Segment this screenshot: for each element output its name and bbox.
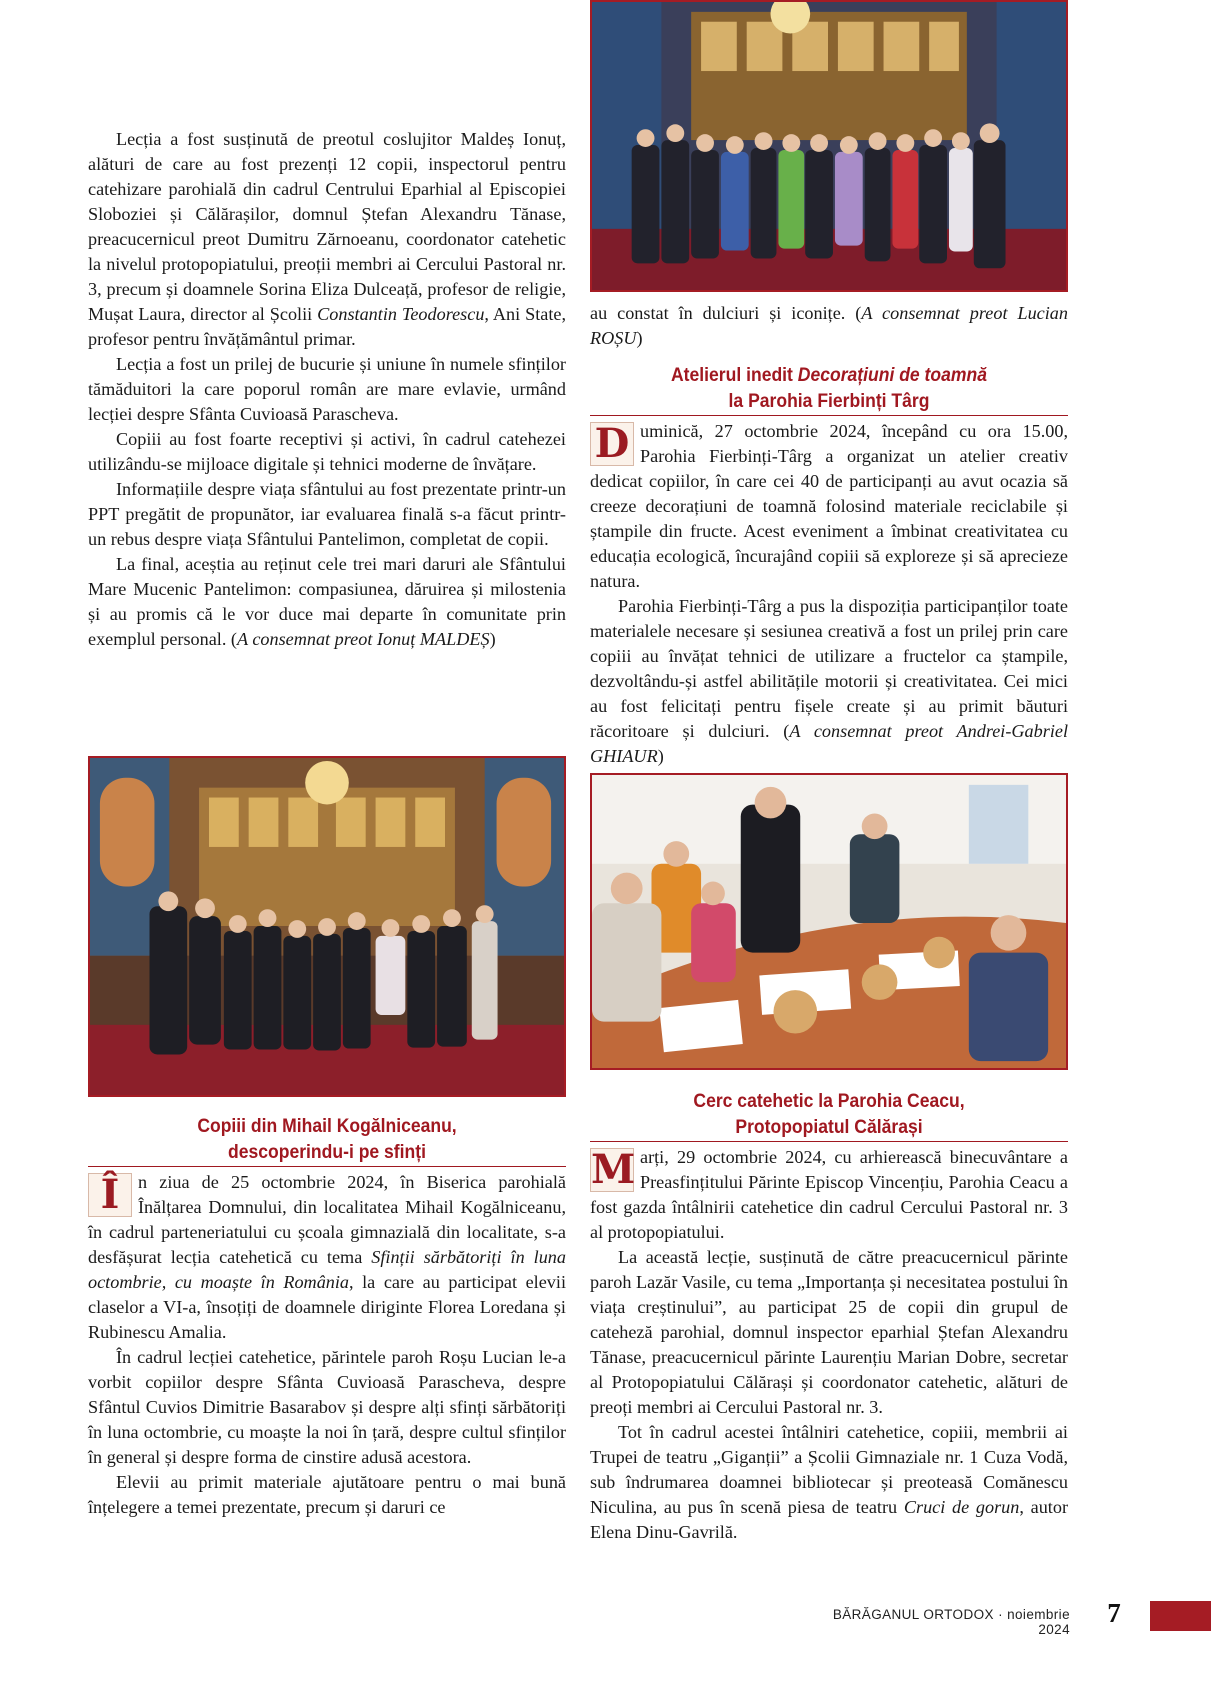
- paragraph: D uminică, 27 octombrie 2024, începând cu ora 15.00, Parohia Fierbinți-Târg a organizat un atelier creativ dedicat copiilor, în care cei 40 de participanți au avut ocazia să creeze decorațiuni de toamnă folosind materiale reciclabile și ștampile din fructe. Acest eveniment a îmbinat creativitatea cu educația ecologică, încurajând copiii să exploreze și să aprecieze natura.: [590, 420, 1068, 591]
- article-3-body: [590, 419, 1068, 769]
- headline-rule: [590, 415, 1068, 416]
- page-number: 7: [1107, 1598, 1121, 1628]
- paragraph: Lecția a fost susținută de preotul coslujitor Maldeș Ionuț, alături de care au fost prezenți 12 copii, inspectorul pentru catehizare parohială din cadrul Centrului Eparhial al Episcopiei Sloboziei și Călărașilor, domnul Ștefan Alexandru Tănase, preacucernicul preot Dumitru Zărnoeanu, coordonator catehetic la nivelul protopopiatului, preoții membri ai Cercului Pastoral nr. 3, precum și doamnele Sorina Eliza Dulceață, profesor de religie, Mușat Laura, director al Școlii Constantin Teodorescu, Ani State, profesor pentru învățământul primar.: [88, 129, 566, 349]
- article-1b-continuation: [590, 301, 1068, 351]
- paragraph: Copiii au fost foarte receptivi și activi, în cadrul catehezei utilizându-se mijloace digitale și tehnici moderne de învățare.: [88, 429, 566, 474]
- paragraph: La final, aceștia au reținut cele trei mari daruri ale Sfântului Mare Mucenic Pantelimon: compasiunea, dăruirea și milostenia și au promis că le vor duce mai departe în comunitate prin exemplul personal. (A consemnat preot Ionuț MALDEȘ): [88, 554, 566, 649]
- left-column: [88, 0, 566, 1600]
- paragraph: La această lecție, susținută de către preacucernicul părinte paroh Lazăr Vasile, cu tema „Importanța și necesitatea postului în viața creștinului”, au participat 25 de copii din grupul de cateheză parohial, domnul inspector eparhial Ștefan Alexandru Tănase, preacucernicul părinte Laurențiu Marian Dobre, secretar al Protopopiatului Călărași și coordonator catehetic, alături de preoți membri ai Cercului Pastoral nr. 3.: [590, 1247, 1068, 1417]
- article-4-title: Cerc catehetic la Parohia Ceacu, Protopopiatul Călărași: [693, 1090, 965, 1138]
- drop-cap: M: [591, 1146, 636, 1193]
- article-1-continuation: [88, 127, 566, 652]
- publication-footer: BĂRĂGANUL ORTODOX · noiembrie 2024: [832, 1607, 1070, 1637]
- article-2-body: [88, 1170, 566, 1520]
- paragraph: Elevii au primit materiale ajutătoare pentru o mai bună înțelegere a temei prezentate, precum și daruri ce: [88, 1472, 566, 1517]
- headline-rule: [590, 1141, 1068, 1142]
- paragraph: Tot în cadrul acestei întâlniri catehetice, copiii, membrii ai Trupei de teatru „Giganții” a Școlii Gimnaziale nr. 1 Cuza Vodă, sub îndrumarea doamnei bibliotecar și preoteasă Comănescu Niculina, au pus în scenă piesa de teatru Cruci de gorun, autor Elena Dinu-Gavrilă.: [590, 1422, 1068, 1542]
- paragraph: M arți, 29 octombrie 2024, cu arhierească binecuvântare a Preasfințitului Părinte Episcop Vincențiu, Parohia Ceacu a fost gazda întâlnirii catehetice din cadrul Cercului Pastoral nr. 3 al protopopiatului.: [590, 1146, 1068, 1242]
- paragraph: au constat în dulciuri și iconițe. (A consemnat preot Lucian ROȘU): [590, 303, 1068, 348]
- paragraph: Informațiile despre viața sfântului au fost prezentate printr-un PPT pregătit de propunător, iar evaluarea finală s-a făcut printr-un rebus despre viața Sfântului Pantelimon, completat de copii.: [88, 479, 566, 549]
- headline-rule: [88, 1166, 566, 1167]
- church-children-photo: [590, 0, 1068, 292]
- right-column: [590, 0, 1068, 1600]
- workshop-photo: [590, 773, 1068, 1070]
- church-group-photo: [88, 756, 566, 1097]
- paragraph: În cadrul lecției catehetice, părintele paroh Roșu Lucian le-a vorbit copiilor despre Sfânta Cuvioasă Parascheva, despre Sfântul Cuvios Dimitrie Basarabov și despre alți sfinți sărbătoriți în luna octombrie, cu moaște la noi în țară, despre cultul sfinților în general și despre forma de cinstire adusă acestora.: [88, 1347, 566, 1467]
- paragraph: Parohia Fierbinți-Târg a pus la dispoziția participanților toate materialele necesare și sesiunea creativă a fost un prilej prin care copiii au învățat tehnici de utilizare a fructelor ca ștampile, dezvoltându-și astfel abilitățile motorii și creativitatea. Cei mici au fost felicitați pentru fișele create și au primit băuturi răcoritoare și dulciuri. (A consemnat preot Andrei-Gabriel GHIAUR): [590, 596, 1068, 766]
- article-2-title: Copiii din Mihail Kogălniceanu, descoperindu-i pe sfinți: [197, 1115, 457, 1163]
- article-3-title: Atelierul inedit Decorațiuni de toamnă la Parohia Fierbinți Târg: [671, 364, 987, 412]
- paragraph: Lecția a fost un prilej de bucurie și uniune în numele sfinților tămăduitori la care poporul român are mare evlavie, urmând lecției despre Sfânta Cuvioasă Parascheva.: [88, 354, 566, 424]
- article-4-body: [590, 1145, 1068, 1545]
- drop-cap: D: [590, 422, 634, 466]
- footer-accent-bar: [1150, 1601, 1211, 1631]
- paragraph: Î n ziua de 25 octombrie 2024, în Biserica parohială Înălțarea Domnului, din localitatea Mihail Kogălniceanu, în cadrul parteneriatului cu școala gimnazială din localitate, s-a desfășurat lecția catehetică cu tema Sfinții sărbătoriți în luna octombrie, cu moaște în România, la care au participat elevii claselor a VI-a, însoțiți de doamnele diriginte Florea Loredana și Rubinescu Amalia.: [88, 1171, 566, 1342]
- drop-cap: Î: [88, 1173, 132, 1217]
